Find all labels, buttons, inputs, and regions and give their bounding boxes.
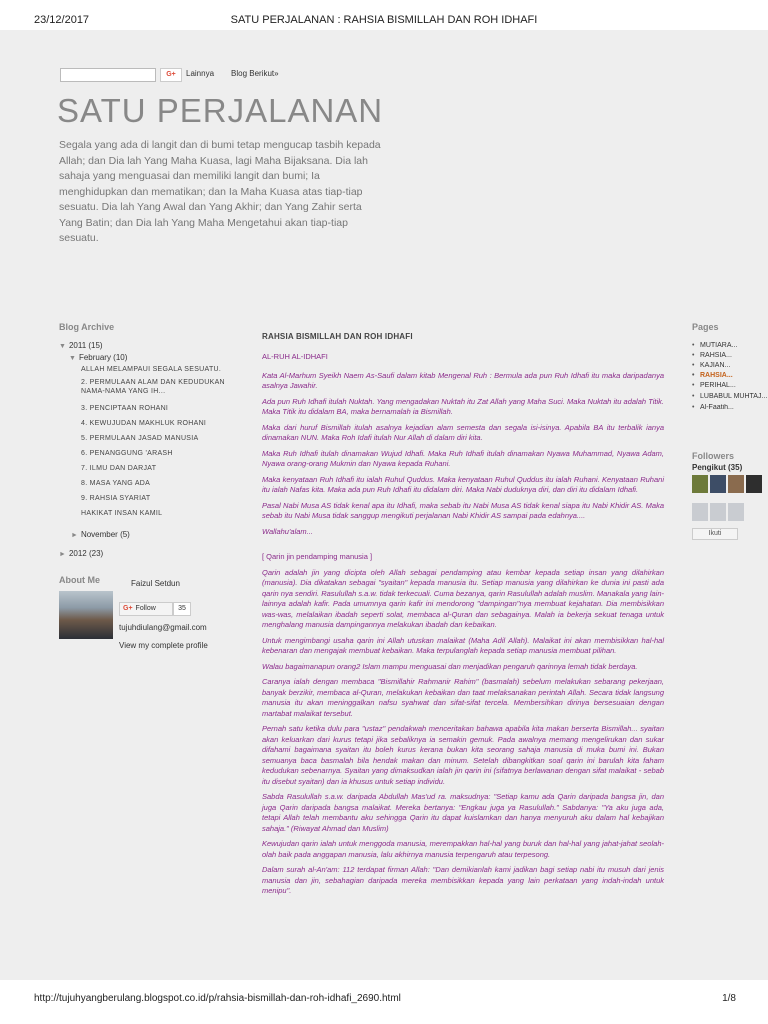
archive-post-link[interactable]: 8. MASA YANG ADA bbox=[81, 480, 151, 487]
print-title: SATU PERJALANAN : RAHSIA BISMILLAH DAN ROH IDHAFI bbox=[230, 14, 538, 26]
follower-count: 35 bbox=[173, 602, 191, 616]
followers-widget bbox=[692, 451, 768, 537]
page-link[interactable]: • LUBABUL MUHTAJ... bbox=[692, 392, 768, 401]
page-link[interactable]: • Al-Faatih... bbox=[692, 404, 768, 411]
caret-down-icon[interactable]: ▼ bbox=[69, 355, 76, 362]
archive-post-link[interactable]: 7. ILMU DAN DARJAT bbox=[81, 465, 157, 472]
archive-month-november[interactable]: ► November (5) bbox=[71, 530, 130, 539]
post-paragraph: Caranya ialah dengan membaca "Bismillahir Rahmanir Rahim" (basmalah) sebelum melakukan sebarang pekerjaan, banyak berzikir, membaca al-Quran, melakukan kebaikan dan taat melaksanakan perintah Allah. Secara tidak langsung manusia itu akan meninggalkan nafsu syahwat dan sifat-sifat tercela. Membersihkan dirinya bersesuaian dengan martabat malaikat tersebut. bbox=[262, 677, 664, 718]
post-subtitle: AL-RUH AL-IDHAFI bbox=[262, 352, 328, 361]
archive-post-link[interactable]: HAKIKAT INSAN KAMIL bbox=[81, 510, 163, 517]
page-link[interactable]: • RAHSIA... bbox=[692, 352, 768, 359]
follower-avatar[interactable] bbox=[746, 475, 762, 493]
post-paragraph: Ada pun Ruh Idhafi itulah Nuktah. Yang mengadakan Nuktah itu Zat Allah yang Maha Suci. Maka Nuktah itu adalah Titik. Maka Titik itu didalam BA, maka bernamalah ia Bismillah. bbox=[262, 396, 664, 416]
blog-description: Segala yang ada di langit dan di bumi tetap mengucap tasbih kepada Allah; dan Dia lah Yang Maha Kuasa, lagi Maha Bijaksana. Dia lah sahaja yang menguasai dan memiliki langit dan bumi; Ia menghidupkan dan mematikan; dan Ia Maha Kuasa atas tiap-tiap sesuatu. Dia lah Yang Awal dan Yang Akhir; dan Yang Zahir serta Yang Batin; dan Dia lah Yang Maha Mengetahui akan tiap-tiap sesuatu. bbox=[59, 139, 381, 244]
archive-post-link[interactable]: 2. PERMULAAN ALAM DAN KEDUDUKAN NAMA-NAMA YANG IH... bbox=[81, 379, 225, 395]
archive-heading: Blog Archive bbox=[59, 322, 115, 332]
post-paragraph: Wallahu'alam... bbox=[262, 526, 313, 536]
archive-month-february[interactable]: ▼ February (10) bbox=[69, 353, 128, 362]
avatar[interactable] bbox=[59, 591, 113, 639]
follower-avatar[interactable] bbox=[710, 475, 726, 493]
archive-year-2011[interactable]: ▼ 2011 (15) bbox=[59, 341, 103, 350]
blog-title[interactable]: SATU PERJALANAN bbox=[57, 92, 384, 129]
caret-down-icon[interactable]: ▼ bbox=[59, 343, 66, 350]
post-paragraph: Kata Al-Marhum Syeikh Naem As-Saufi dalam kitab Mengenal Ruh : Bermula ada pun Ruh Idhafi itu maka daripadanya asalnya Jawahir. bbox=[262, 370, 664, 390]
pages-widget bbox=[692, 322, 768, 414]
post-paragraph: Qarin adalah jin yang dicipta oleh Allah sebagai pendamping atau kembar kepada setiap insan yang dilahirkan (manusia). Dia dikatakan sebagai "syaitan" kepada manusia itu. Setiap manusia yang dilahirkan ke dunia ini pasti ada qarin nya sendiri. Rasulullah s.a.w. tidak terkecuali. Cuma bezanya, qarin Rasulullah adalah muslim. Manakala yang lain-lainnya adalah kafir. Pada umumnya qarin kafir ini mendorong "dampingan"nya membuat kejahatan. Dia membisikkan was-was, melalaikan ibadah seperti solat, membaca al-Quran dan sebagainya. Malah ia bekerja sekuat tenaga untuk menghalang manusia dampingannya melakukan ibadah dan kebaikan. bbox=[262, 567, 664, 629]
page-link[interactable]: • KAJIAN... bbox=[692, 362, 768, 369]
about-heading: About Me bbox=[59, 575, 100, 585]
post-paragraph: Pernah satu ketika dulu para "ustaz" pendakwah menceritakan bahawa apabila kita makan berserta Bismillah... syaitan akan keluarkan dari kurus tetapi jika sebaliknya ia semakin gemuk. Pada awalnya memang mengelirukan dan sukar difahami bagaimana syaitan itu boleh kurus kerana bukan kita seorang sahaja manusia di muka bumi ini. Bukan semuanya baca basmalah bila hendak makan dan minum. Setelah dibangkitkan soal qarin ini barulah kita faham kedudukan sebenarnya. Syaitan yang dimaksudkan ialah jin qarin ini (sifatnya berlawanan dengan sifat malaikat - sebab itu disebut syaitan) dan ia khusus untuk setiap individu. bbox=[262, 724, 664, 786]
post-paragraph: Walau bagaimanapun orang2 Islam mampu menguasai dan menjadikan pengaruh qarinnya lemah tidak berdaya. bbox=[262, 661, 638, 671]
archive-post-link[interactable]: ALLAH MELAMPAUI SEGALA SESUATU. bbox=[81, 366, 222, 373]
follower-avatar[interactable] bbox=[710, 503, 726, 521]
archive-post-link[interactable]: 6. PENANGGUNG 'ARASH bbox=[81, 450, 173, 457]
follow-blog-button[interactable]: Ikuti bbox=[692, 528, 738, 540]
author-email: tujuhdiulang@gmail.com bbox=[119, 623, 207, 632]
archive-year-2012[interactable]: ► 2012 (23) bbox=[59, 549, 104, 558]
post-paragraph: Maka dari huruf Bismillah itulah asalnya kejadian alam semesta dan segala isi-isinya. Apabila BA itu terbalik ianya dinamakan NUN. Maka Roh Idafi itulah Nur Allah di dalam diri kita. bbox=[262, 422, 664, 442]
archive-post-link[interactable]: 3. PENCIPTAAN ROHANI bbox=[81, 405, 169, 412]
archive-post-link[interactable]: 4. KEWUJUDAN MAKHLUK ROHANI bbox=[81, 420, 207, 427]
caret-right-icon[interactable]: ► bbox=[71, 532, 78, 539]
follower-avatar[interactable] bbox=[728, 503, 744, 521]
post-paragraph: Pasal Nabi Musa AS tidak kenal apa itu Idhafi, maka sebab itu Nabi Musa AS tidak kenal siapa itu Nabi Khidir AS. Maka sebab itu Nabi Musa tidak sanggup mengikuti perjalanan Nabi Khidir AS sampai pada edahnya.... bbox=[262, 500, 664, 520]
about-me bbox=[59, 575, 229, 650]
archive-post-link[interactable]: 9. RAHSIA SYARIAT bbox=[81, 495, 151, 502]
followers-heading: Followers bbox=[692, 451, 735, 461]
search-input[interactable] bbox=[60, 68, 156, 82]
caret-right-icon[interactable]: ► bbox=[59, 551, 66, 558]
next-blog-link[interactable]: Blog Berikut» bbox=[231, 69, 279, 78]
follower-avatar[interactable] bbox=[692, 503, 708, 521]
post-title: RAHSIA BISMILLAH DAN ROH IDHAFI bbox=[262, 332, 413, 341]
page-link[interactable]: • PERIHAL... bbox=[692, 382, 768, 389]
print-date: 23/12/2017 bbox=[34, 14, 90, 26]
author-name[interactable]: Faizul Setdun bbox=[131, 579, 180, 588]
post-paragraph: Maka Ruh Idhafi itulah dinamakan Wujud Idhafi. Maka Ruh Idhafi itulah dinamakan Nyawa Muhammad, Nyawa Adam, Nyawa orang-orang Mukmin dan Nyawa kepada Ruhani. bbox=[262, 448, 664, 468]
post-paragraph: Dalam surah al-An'am: 112 terdapat firman Allah: "Dan demikianlah kami jadikan bagi setiap nabi itu musuh dari jenis manusia dan jin, sebahagian daripada mereka membisikkan kepada yang lain perkataan yang indah-indah untuk menipu". bbox=[262, 865, 664, 895]
print-url: http://tujuhyangberulang.blogspot.co.id/p/rahsia-bismillah-dan-roh-idhafi_2690.html bbox=[34, 993, 401, 1004]
follow-button[interactable]: G+ Follow bbox=[119, 602, 173, 616]
more-link[interactable]: Lainnya bbox=[186, 69, 215, 78]
post-paragraph: Sabda Rasulullah s.a.w. daripada Abdullah Mas'ud ra. maksudnya: "Setiap kamu ada Qarin daripada bangsa jin, dan juga Qarin daripada bangsa malaikat. Mereka bertanya: "Engkau juga ya Rasulullah." Sabdanya: "Ya aku juga ada, tetapi Allah telah membantu aku sehingga Qarin itu dapat kuislamkan dan hanya menyuruh aku dalam hal kebajikan sahaja." (Riwayat Ahmad dan Muslim) bbox=[262, 792, 664, 833]
gplus-icon: G+ bbox=[123, 605, 133, 612]
post-paragraph: Kewujudan qarin ialah untuk menggoda manusia, merempakkan hal-hal yang buruk dan hal-hal yang jahat-jahat seolah-olah baik pada anggapan manusia, lalu akhirnya manusia terpengaruh atau terpesong. bbox=[262, 839, 664, 859]
archive-post-link[interactable]: 5. PERMULAAN JASAD MANUSIA bbox=[81, 435, 199, 442]
print-page-number: 1/8 bbox=[722, 993, 736, 1004]
post-paragraph: Maka kenyataan Ruh Idhafi itu ialah Ruhul Quddus. Maka kenyataan Ruhul Quddus itu ialah Ruhani. Kenyataan Ruhani itu ialah Nafas kita. Maka ada pun Ruh Idhafi itu didalam diri. Maka Nabi duduknya diri, dan diri itu didalam Idhafi. bbox=[262, 474, 664, 494]
section-heading: [ Qarin jin pendamping manusia ] bbox=[262, 552, 373, 561]
post-body bbox=[262, 352, 664, 902]
gplus-button[interactable]: G+ bbox=[160, 68, 182, 82]
follower-avatar[interactable] bbox=[692, 475, 708, 493]
pages-heading: Pages bbox=[692, 322, 719, 332]
page-link-active[interactable]: • RAHSIA... bbox=[692, 372, 768, 379]
profile-link[interactable]: View my complete profile bbox=[119, 641, 208, 650]
post-paragraph: Untuk mengimbangi usaha qarin ini Allah utuskan malaikat (Maha Adil Allah). Malaikat ini akan membisikkan hal-hal kebenaran dan mengajak membuat kebaikan. Maka terpulanglah kepada setiap manusia membuat pilihan. bbox=[262, 635, 664, 655]
follower-avatar[interactable] bbox=[728, 475, 744, 493]
followers-count-label: Pengikut (35) bbox=[692, 463, 743, 472]
page-link[interactable]: • MUTIARA... bbox=[692, 342, 768, 349]
